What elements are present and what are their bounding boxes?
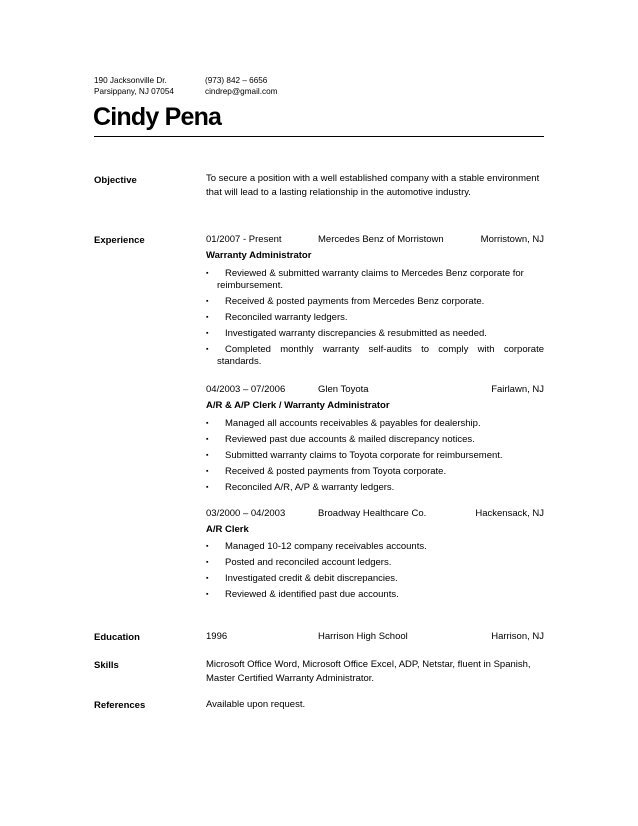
bullet-icon: ▪	[206, 468, 209, 475]
email-address: cindrep@gmail.com	[205, 87, 278, 96]
bullet-icon: ▪	[206, 591, 209, 598]
list-item: ▪ Managed 10-12 company receivables accounts.	[206, 541, 427, 552]
address-block	[94, 75, 174, 97]
list-item: ▪ Investigated warranty discrepancies & resubmitted as needed.	[206, 328, 487, 339]
job-3-location: Hackensack, NJ	[475, 508, 544, 519]
job-2-company: Glen Toyota	[318, 384, 369, 395]
objective-label: Objective	[94, 175, 137, 186]
job-3-title: A/R Clerk	[206, 524, 249, 535]
bullet-icon: ▪	[206, 330, 209, 337]
objective-text: To secure a position with a well established company with a stable environment that will lead to a lasting relationship in the automotive industry.	[206, 173, 540, 198]
job-1-location: Morristown, NJ	[480, 234, 544, 245]
bullet-icon: ▪	[206, 575, 209, 582]
job-3-company: Broadway Healthcare Co.	[318, 508, 427, 519]
references-label: References	[94, 700, 146, 711]
phone-number: (973) 842 – 6656	[205, 76, 268, 85]
list-item: ▪ Managed all accounts receivables & payables for dealership.	[206, 418, 481, 429]
education-year: 1996	[206, 631, 228, 642]
job-2-header	[206, 383, 544, 397]
list-item: ▪ Investigated credit & debit discrepancies.	[206, 573, 398, 584]
bullet-icon: ▪	[206, 559, 209, 566]
list-item: ▪ Reviewed & submitted warranty claims to Mercedes Benz corporate for reimbursement.	[206, 268, 524, 291]
job-2-bullets	[206, 418, 544, 498]
bullet-icon: ▪	[206, 436, 209, 443]
education-location: Harrison, NJ	[491, 631, 544, 642]
address-line-2: Parsippany, NJ 07054	[94, 87, 174, 96]
job-2-title: A/R & A/P Clerk / Warranty Administrator	[206, 400, 390, 411]
contact-block	[205, 75, 277, 97]
skills-label: Skills	[94, 660, 119, 671]
list-item: ▪ Reviewed past due accounts & mailed discrepancy notices.	[206, 434, 475, 445]
list-item: ▪ Reviewed & identified past due accounts.	[206, 589, 399, 600]
bullet-icon: ▪	[206, 420, 209, 427]
list-item: ▪ Completed monthly warranty self-audits to comply with corporate standards.	[206, 344, 544, 367]
job-1-company: Mercedes Benz of Morristown	[318, 234, 444, 245]
job-2-location: Fairlawn, NJ	[491, 384, 544, 395]
job-3-bullets	[206, 541, 544, 605]
skills-text: Microsoft Office Word, Microsoft Office Excel, ADP, Netstar, fluent in Spanish, Master Certified Warranty Administrator.	[206, 659, 531, 684]
list-item: ▪ Received & posted payments from Mercedes Benz corporate.	[206, 296, 485, 307]
education-row	[206, 630, 544, 644]
resume-name: Cindy Pena	[93, 103, 222, 131]
job-1-title: Warranty Administrator	[206, 250, 312, 261]
list-item: ▪ Received & posted payments from Toyota corporate.	[206, 466, 447, 477]
education-school: Harrison High School	[318, 631, 408, 642]
address-line-1: 190 Jacksonville Dr.	[94, 76, 167, 85]
bullet-icon: ▪	[206, 452, 209, 459]
list-item: ▪ Reconciled A/R, A/P & warranty ledgers.	[206, 482, 395, 493]
job-1-bullets	[206, 268, 544, 372]
references-text: Available upon request.	[206, 699, 306, 710]
bullet-icon: ▪	[206, 484, 209, 491]
experience-label: Experience	[94, 235, 145, 246]
job-1-header	[206, 233, 544, 247]
bullet-icon: ▪	[206, 346, 209, 353]
job-1-dates: 01/2007 - Present	[206, 234, 282, 245]
bullet-icon: ▪	[206, 543, 209, 550]
header-divider	[94, 136, 544, 137]
bullet-icon: ▪	[206, 298, 209, 305]
list-item: ▪ Submitted warranty claims to Toyota corporate for reimbursement.	[206, 450, 503, 461]
bullet-icon: ▪	[206, 314, 209, 321]
education-label: Education	[94, 632, 140, 643]
bullet-icon: ▪	[206, 270, 209, 277]
list-item: ▪ Posted and reconciled account ledgers.	[206, 557, 392, 568]
list-item: ▪ Reconciled warranty ledgers.	[206, 312, 348, 323]
job-2-dates: 04/2003 – 07/2006	[206, 384, 286, 395]
job-3-dates: 03/2000 – 04/2003	[206, 508, 286, 519]
job-3-header	[206, 507, 544, 521]
